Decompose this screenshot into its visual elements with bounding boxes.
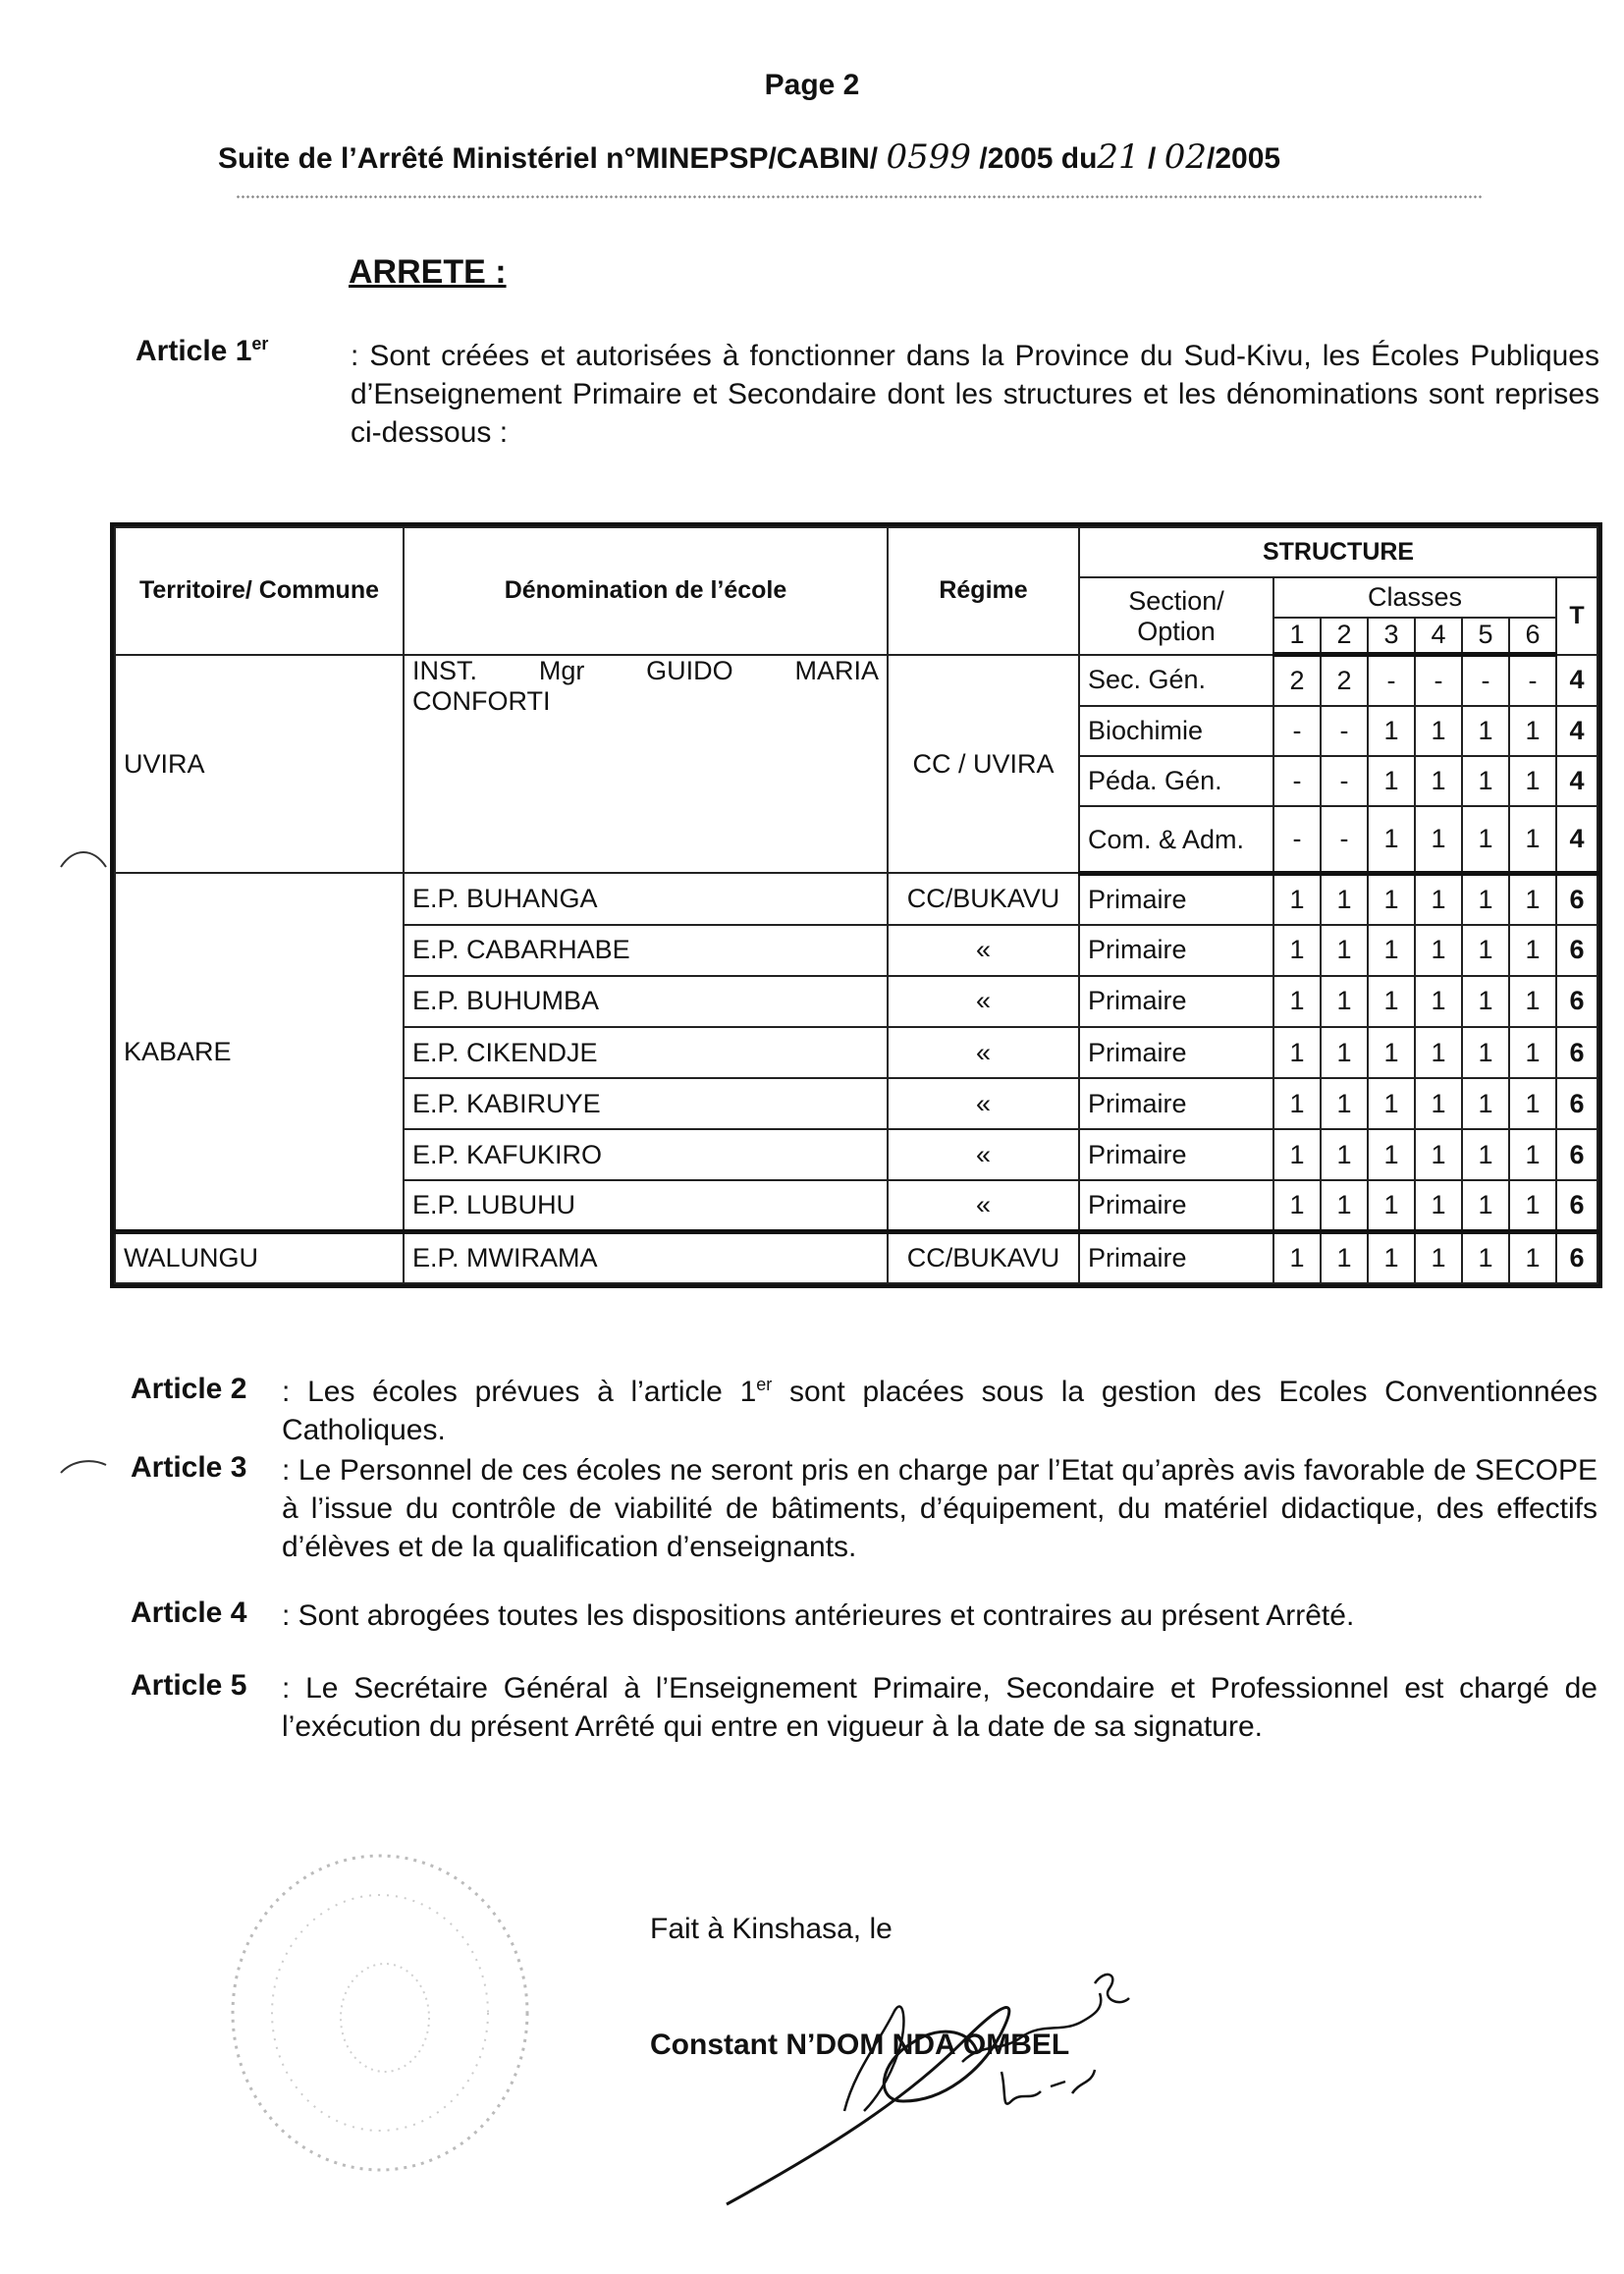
school-name-cell: E.P. KABIRUYE (404, 1078, 888, 1129)
class-cell: - (1462, 655, 1509, 706)
total-cell: 6 (1556, 1129, 1597, 1180)
handwritten-day: 21 (1097, 137, 1140, 177)
class-cell: 1 (1462, 756, 1509, 806)
class-cell: 1 (1273, 1180, 1321, 1231)
official-stamp (218, 1826, 542, 2190)
section-heading: ARRETE : (349, 253, 507, 291)
section-cell: Primaire (1079, 925, 1273, 976)
header-class-number: 5 (1462, 618, 1509, 655)
regime-cell: « (888, 1078, 1079, 1129)
article-1-label-sup: er (251, 334, 269, 353)
header-section: Section/ Option (1079, 577, 1273, 655)
regime-cell: « (888, 1027, 1079, 1078)
class-cell: 1 (1509, 1078, 1556, 1129)
class-cell: 1 (1415, 806, 1462, 873)
article-5-text: : Le Secrétaire Général à l’Enseignement Primaire, Secondaire et Professionnel est chargé de l’exécution du présent Arrêté qui entre en vigueur à la date de sa signature. (282, 1672, 1597, 1743)
section-cell: Primaire (1079, 1129, 1273, 1180)
regime-cell: « (888, 976, 1079, 1027)
class-cell: 1 (1509, 1027, 1556, 1078)
class-cell: 1 (1273, 925, 1321, 976)
header-territoire: Territoire/ Commune (115, 527, 404, 655)
section-cell: Sec. Gén. (1079, 655, 1273, 706)
header-class-number: 6 (1509, 618, 1556, 655)
class-cell: 1 (1321, 1180, 1368, 1231)
class-cell: 1 (1509, 1180, 1556, 1231)
class-cell: 1 (1273, 1129, 1321, 1180)
article-1-label: Article 1er (135, 334, 269, 367)
reference-prefix: Suite de l’Arrêté Ministériel n°MINEPSP/CABIN/ (218, 142, 879, 175)
school-name-cell: E.P. KAFUKIRO (404, 1129, 888, 1180)
school-name-cell: INST. Mgr GUIDO MARIA CONFORTI (404, 655, 888, 874)
territoire-cell: UVIRA (115, 655, 404, 874)
class-cell: 1 (1415, 756, 1462, 806)
class-cell: 1 (1368, 925, 1415, 976)
class-cell: 1 (1368, 873, 1415, 924)
class-cell: 1 (1462, 1232, 1509, 1283)
class-cell: - (1273, 806, 1321, 873)
class-cell: 1 (1321, 1078, 1368, 1129)
class-cell: 1 (1509, 925, 1556, 976)
class-cell: 1 (1509, 873, 1556, 924)
total-cell: 6 (1556, 1232, 1597, 1283)
class-cell: 1 (1273, 1078, 1321, 1129)
class-cell: 1 (1509, 756, 1556, 806)
regime-cell: « (888, 925, 1079, 976)
class-cell: 1 (1415, 976, 1462, 1027)
class-cell: 1 (1509, 1232, 1556, 1283)
header-total: T (1556, 577, 1597, 655)
class-cell: 1 (1273, 1027, 1321, 1078)
page-number: Page 2 (764, 69, 860, 101)
header-class-number: 3 (1368, 618, 1415, 655)
class-cell: 1 (1321, 976, 1368, 1027)
header-denomination: Dénomination de l’école (404, 527, 888, 655)
article-3-label: Article 3 (131, 1451, 247, 1484)
territoire-cell: WALUNGU (115, 1232, 404, 1283)
class-cell: 1 (1462, 925, 1509, 976)
section-cell: Biochimie (1079, 706, 1273, 756)
class-cell: 1 (1273, 976, 1321, 1027)
article-2-sup: er (756, 1375, 773, 1394)
regime-cell: « (888, 1180, 1079, 1231)
margin-mark (59, 1451, 108, 1481)
class-cell: 1 (1368, 1078, 1415, 1129)
total-cell: 6 (1556, 925, 1597, 976)
total-cell: 4 (1556, 706, 1597, 756)
total-cell: 4 (1556, 756, 1597, 806)
section-cell: Primaire (1079, 1180, 1273, 1231)
class-cell: 1 (1368, 1232, 1415, 1283)
reference-suffix: /2005 (1206, 142, 1281, 175)
section-cell: Primaire (1079, 1232, 1273, 1283)
class-cell: - (1415, 655, 1462, 706)
class-cell: 1 (1368, 706, 1415, 756)
class-cell: 1 (1509, 706, 1556, 756)
class-cell: 2 (1321, 655, 1368, 706)
class-cell: 1 (1462, 1078, 1509, 1129)
table-row (115, 873, 1597, 924)
class-cell: 2 (1273, 655, 1321, 706)
section-cell: Primaire (1079, 1027, 1273, 1078)
class-cell: 1 (1415, 1129, 1462, 1180)
school-name-cell: E.P. BUHANGA (404, 873, 888, 924)
school-name-cell: E.P. LUBUHU (404, 1180, 888, 1231)
class-cell: 1 (1368, 806, 1415, 873)
class-cell: 1 (1415, 1027, 1462, 1078)
total-cell: 4 (1556, 806, 1597, 873)
reference-year: /2005 du (979, 142, 1098, 175)
total-cell: 6 (1556, 1027, 1597, 1078)
class-cell: 1 (1415, 1078, 1462, 1129)
handwritten-month: 02 (1164, 137, 1207, 177)
handwritten-number: 0599 (886, 137, 972, 177)
class-cell: - (1273, 706, 1321, 756)
article-5-label: Article 5 (131, 1669, 247, 1702)
class-cell: - (1321, 756, 1368, 806)
decree-reference (218, 137, 1280, 177)
class-cell: 1 (1321, 925, 1368, 976)
class-cell: 1 (1462, 1180, 1509, 1231)
header-classes: Classes (1273, 577, 1556, 617)
place-date: Fait à Kinshasa, le (650, 1913, 893, 1945)
class-cell: 1 (1273, 873, 1321, 924)
class-cell: 1 (1415, 873, 1462, 924)
article-2-text: : Les écoles prévues à l’article 1er sont placées sous la gestion des Ecoles Conventionnées Catholiques. (282, 1375, 1598, 1446)
class-cell: 1 (1415, 1180, 1462, 1231)
total-cell: 6 (1556, 1078, 1597, 1129)
class-cell: 1 (1509, 1129, 1556, 1180)
signer-name: Constant N’DOM NDA OMBEL (650, 2029, 1070, 2061)
section-cell: Com. & Adm. (1079, 806, 1273, 873)
territoire-cell: KABARE (115, 873, 404, 1231)
header-structure: STRUCTURE (1079, 527, 1597, 577)
header-class-number: 1 (1273, 618, 1321, 655)
class-cell: 1 (1415, 925, 1462, 976)
section-cell: Péda. Gén. (1079, 756, 1273, 806)
class-cell: 1 (1368, 1129, 1415, 1180)
class-cell: 1 (1321, 1129, 1368, 1180)
class-cell: - (1368, 655, 1415, 706)
date-separator: / (1148, 142, 1157, 175)
header-class-number: 4 (1415, 618, 1462, 655)
class-cell: 1 (1462, 706, 1509, 756)
school-name-cell: E.P. CIKENDJE (404, 1027, 888, 1078)
regime-cell: « (888, 1129, 1079, 1180)
class-cell: 1 (1415, 1232, 1462, 1283)
class-cell: 1 (1273, 1232, 1321, 1283)
class-cell: 1 (1321, 1027, 1368, 1078)
schools-table (110, 522, 1602, 1288)
total-cell: 6 (1556, 1180, 1597, 1231)
margin-mark (59, 842, 108, 872)
class-cell: 1 (1462, 976, 1509, 1027)
class-cell: 1 (1321, 1232, 1368, 1283)
table-row (115, 655, 1597, 706)
regime-cell: CC / UVIRA (888, 655, 1079, 874)
class-cell: 1 (1368, 1027, 1415, 1078)
class-cell: 1 (1368, 976, 1415, 1027)
article-2-label: Article 2 (131, 1373, 247, 1405)
school-name-cell: E.P. BUHUMBA (404, 976, 888, 1027)
total-cell: 4 (1556, 655, 1597, 706)
class-cell: - (1273, 756, 1321, 806)
class-cell: 1 (1368, 1180, 1415, 1231)
section-cell: Primaire (1079, 873, 1273, 924)
class-cell: - (1509, 655, 1556, 706)
school-name-cell: E.P. MWIRAMA (404, 1232, 888, 1283)
header-regime: Régime (888, 527, 1079, 655)
handwritten-signature (707, 1954, 1218, 2219)
article-4-text: : Sont abrogées toutes les dispositions antérieures et contraires au présent Arrêté. (282, 1599, 1355, 1632)
article-3-text: : Le Personnel de ces écoles ne seront pris en charge par l’Etat qu’après avis favorable de SECOPE à l’issue du contrôle de viabilité de bâtiments, d’équipement, du matériel didactique, des effectifs d’élèves et de la qualification d’enseignants. (282, 1454, 1597, 1563)
regime-cell: CC/BUKAVU (888, 1232, 1079, 1283)
total-cell: 6 (1556, 976, 1597, 1027)
section-cell: Primaire (1079, 1078, 1273, 1129)
dotted-separator (236, 194, 1483, 200)
class-cell: 1 (1415, 706, 1462, 756)
class-cell: 1 (1462, 806, 1509, 873)
class-cell: 1 (1509, 806, 1556, 873)
section-cell: Primaire (1079, 976, 1273, 1027)
school-name-cell: E.P. CABARHABE (404, 925, 888, 976)
class-cell: - (1321, 706, 1368, 756)
class-cell: 1 (1368, 756, 1415, 806)
table-row (115, 1232, 1597, 1283)
class-cell: 1 (1321, 873, 1368, 924)
class-cell: 1 (1509, 976, 1556, 1027)
article-4-label: Article 4 (131, 1597, 247, 1629)
header-class-number: 2 (1321, 618, 1368, 655)
article-1-text: : Sont créées et autorisées à fonctionner dans la Province du Sud-Kivu, les Écoles Publiques d’Enseignement Primaire et Secondaire dont les structures et les dénominations sont reprises ci-dessous : (351, 340, 1599, 449)
class-cell: 1 (1462, 1129, 1509, 1180)
class-cell: 1 (1462, 1027, 1509, 1078)
class-cell: 1 (1462, 873, 1509, 924)
regime-cell: CC/BUKAVU (888, 873, 1079, 924)
class-cell: - (1321, 806, 1368, 873)
total-cell: 6 (1556, 873, 1597, 924)
